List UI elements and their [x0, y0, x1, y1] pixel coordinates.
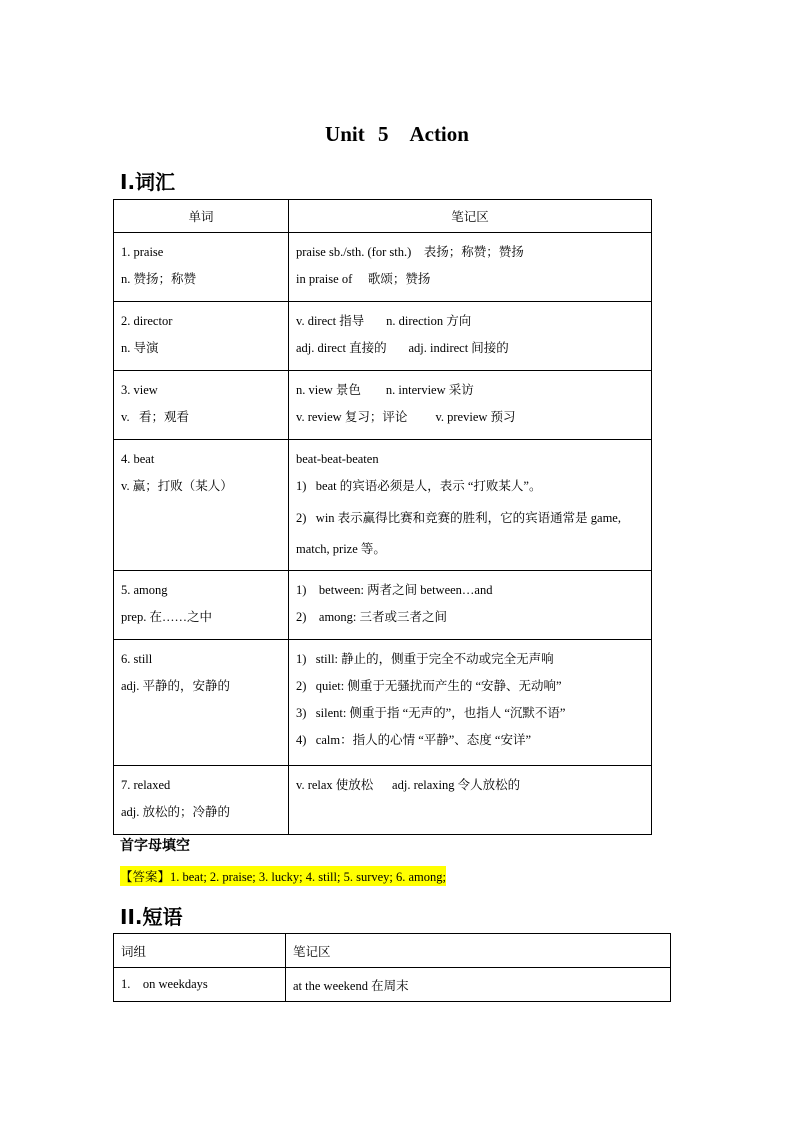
note-line: beat-beat-beaten [296, 452, 379, 466]
note-line: n. view 景色 n. interview 采访 [296, 383, 474, 397]
note-line: 1) beat 的宾语必须是人，表示 “打败某人”。 [296, 479, 542, 493]
note-line: 4) calm：指人的心情 “平静”、态度 “安详” [296, 733, 532, 747]
word-meaning: n. 赞扬；称赞 [121, 272, 197, 286]
page-title: Unit 5 Action [325, 122, 469, 146]
note-line: 2) among: 三者或三者之间 [296, 610, 448, 624]
word-entry: 5. among [121, 583, 168, 597]
column-header-phrase: 词组 [114, 934, 286, 968]
note-line: v. review 复习；评论 v. preview 预习 [296, 410, 516, 424]
vocabulary-table [113, 199, 652, 835]
note-line: 3) silent: 侧重于指 “无声的”，也指人 “沉默不语” [296, 706, 566, 720]
notes-cell [289, 640, 652, 766]
notes-cell [289, 371, 652, 440]
word-meaning: v. 赢；打败（某人） [121, 479, 233, 493]
word-entry: 4. beat [121, 452, 155, 466]
section-heading-phrases: II.短语 [120, 905, 183, 929]
word-entry: 7. relaxed [121, 778, 171, 792]
note-line: v. relax 使放松 adj. relaxing 令人放松的 [296, 778, 521, 792]
table-header-row [114, 200, 652, 233]
phrase-cell: 1. on weekdays [114, 968, 286, 1002]
fill-blank-heading: 首字母填空 [120, 838, 190, 854]
word-meaning: prep. 在……之中 [121, 610, 212, 624]
word-entry: 2. director [121, 314, 173, 328]
notes-cell [289, 233, 652, 302]
note-line: praise sb./sth. (for sth.) 表扬；称赞；赞扬 [296, 245, 524, 259]
column-header-word: 单词 [114, 200, 289, 233]
word-cell [114, 640, 289, 766]
word-entry: 3. view [121, 383, 158, 397]
notes-cell [289, 302, 652, 371]
word-cell [114, 371, 289, 440]
word-cell [114, 571, 289, 640]
word-cell [114, 766, 289, 835]
table-row [114, 371, 652, 440]
table-row [114, 440, 652, 571]
section-heading-vocabulary: I.词汇 [120, 170, 176, 194]
note-line: v. direct 指导 n. direction 方向 [296, 314, 472, 328]
table-row [114, 571, 652, 640]
word-cell [114, 302, 289, 371]
word-meaning: n. 导演 [121, 341, 159, 355]
column-header-notes: 笔记区 [286, 934, 671, 968]
notes-cell: at the weekend 在周末 [286, 968, 671, 1002]
note-line: 1) still: 静止的，侧重于完全不动或完全无声响 [296, 652, 554, 666]
word-meaning: adj. 放松的；冷静的 [121, 805, 231, 819]
word-entry: 6. still [121, 652, 153, 666]
note-line: 2) quiet: 侧重于无骚扰而产生的 “安静、无动响” [296, 679, 562, 693]
word-cell [114, 233, 289, 302]
column-header-notes: 笔记区 [289, 200, 652, 233]
word-meaning: v. 看；观看 [121, 410, 189, 424]
notes-cell [289, 766, 652, 835]
table-header-row [114, 934, 671, 968]
note-line: 2) win 表示赢得比赛和竞赛的胜利，它的宾语通常是 game, match, prize 等。 [296, 511, 621, 556]
answer-line: 【答案】1. beat; 2. praise; 3. lucky; 4. still; 5. survey; 6. among; [120, 866, 446, 886]
phrases-table [113, 933, 671, 1002]
notes-cell [289, 440, 652, 571]
word-cell [114, 440, 289, 571]
note-line: in praise of 歌颂；赞扬 [296, 272, 431, 286]
note-line: 1) between: 两者之间 between…and [296, 583, 493, 597]
word-entry: 1. praise [121, 245, 164, 259]
notes-cell [289, 571, 652, 640]
table-row [114, 302, 652, 371]
table-row [114, 640, 652, 766]
table-row [114, 766, 652, 835]
table-row [114, 233, 652, 302]
note-line: adj. direct 直接的 adj. indirect 间接的 [296, 341, 509, 355]
table-row [114, 968, 671, 1002]
word-meaning: adj. 平静的，安静的 [121, 679, 231, 693]
